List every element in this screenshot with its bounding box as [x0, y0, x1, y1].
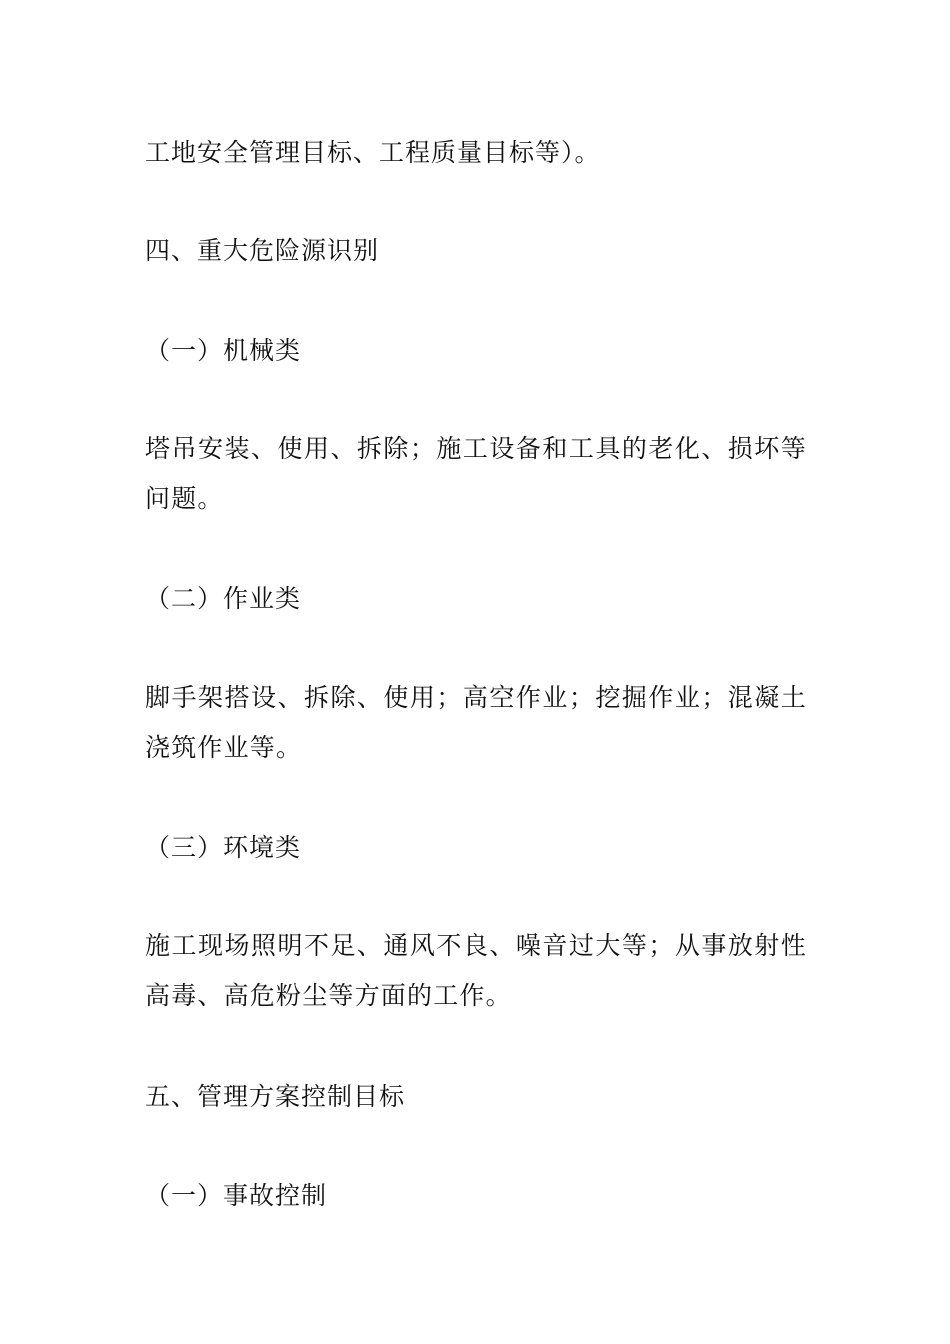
- paragraph-operations: 脚手架搭设、拆除、使用；高空作业；挖掘作业；混凝土浇筑作业等。: [145, 683, 807, 762]
- subsection-heading-environment: （三）环境类: [145, 833, 302, 862]
- subsection-heading-accident-control: （一）事故控制: [145, 1181, 328, 1210]
- subsection-heading-mechanical: （一）机械类: [145, 336, 302, 365]
- paragraph-environment: 施工现场照明不足、通风不良、噪音过大等；从事放射性高毒、高危粉尘等方面的工作。: [145, 931, 807, 1010]
- subsection-heading-operations: （二）作业类: [145, 584, 302, 613]
- section-heading-hazard-identification: 四、重大危险源识别: [145, 236, 380, 265]
- section-heading-management-targets: 五、管理方案控制目标: [145, 1082, 406, 1111]
- paragraph-mechanical: 塔吊安装、使用、拆除；施工设备和工具的老化、损坏等问题。: [145, 434, 807, 513]
- paragraph-continuation: 工地安全管理目标、工程质量目标等）。: [145, 138, 601, 167]
